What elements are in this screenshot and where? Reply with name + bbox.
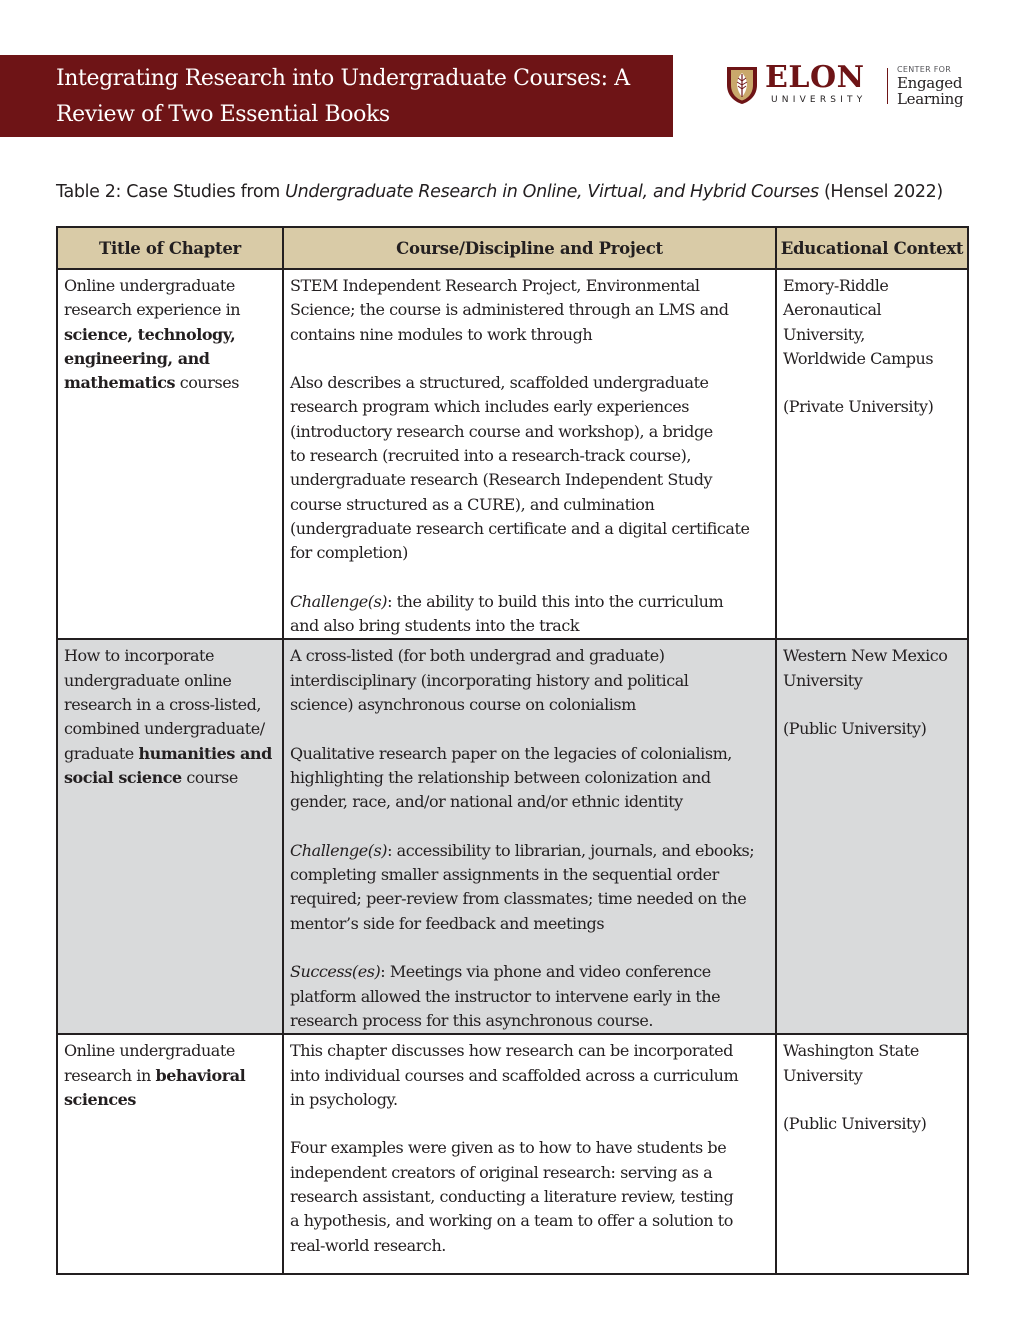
course-line bbox=[290, 1039, 771, 1063]
course-line bbox=[290, 644, 771, 668]
course-line bbox=[290, 912, 771, 936]
text-run: to research (recruited into a research-track course), bbox=[290, 446, 692, 466]
text-run: independent creators of original research: serving as a bbox=[290, 1162, 713, 1182]
text-run: Online undergraduate bbox=[64, 1041, 235, 1061]
text-run: : Meetings via phone and video conference bbox=[380, 962, 711, 982]
chapter-title-line bbox=[64, 298, 278, 322]
bold-text: engineering, and bbox=[64, 348, 210, 368]
chapter-title-line bbox=[64, 1039, 278, 1063]
context-line: (Private University) bbox=[783, 397, 934, 417]
text-run: Science; the course is administered through an LMS and bbox=[290, 300, 729, 320]
bold-text: humanities and bbox=[138, 743, 272, 763]
column-header-title-of-chapter: Title of Chapter bbox=[57, 227, 283, 269]
course-line bbox=[290, 790, 771, 814]
text-run: How to incorporate bbox=[64, 646, 215, 666]
course-line bbox=[290, 1209, 771, 1233]
chapter-title-line bbox=[64, 371, 278, 395]
column-header-educational-context: Educational Context bbox=[776, 227, 968, 269]
italic-label: Challenge(s) bbox=[290, 840, 388, 860]
text-run: mentor’s side for feedback and meetings bbox=[290, 913, 605, 933]
course-paragraph bbox=[290, 1136, 771, 1257]
text-run: completing smaller assignments in the sequential order bbox=[290, 865, 719, 885]
course-line bbox=[290, 742, 771, 766]
caption-prefix: Table 2: Case Studies from bbox=[56, 182, 286, 202]
bold-text: social science bbox=[64, 767, 182, 787]
chapter-title-line bbox=[64, 1088, 278, 1112]
course-line bbox=[290, 669, 771, 693]
text-run: research assistant, conducting a literature review, testing bbox=[290, 1186, 734, 1206]
course-line bbox=[290, 371, 771, 395]
text-run: course bbox=[181, 767, 238, 787]
context-paragraph bbox=[783, 1112, 963, 1136]
table-header-row bbox=[57, 227, 968, 269]
context-line: Washington State bbox=[783, 1041, 919, 1061]
text-run: course structured as a CURE), and culmination bbox=[290, 494, 655, 514]
course-line bbox=[290, 1136, 771, 1160]
chapter-title-line bbox=[64, 323, 278, 347]
text-run: undergraduate online bbox=[64, 670, 232, 690]
course-paragraph bbox=[290, 839, 771, 936]
context-line: Aeronautical bbox=[783, 300, 882, 320]
context-paragraph bbox=[783, 644, 963, 693]
logo-center-for: CENTER FOR bbox=[897, 65, 952, 74]
course-line bbox=[290, 863, 771, 887]
chapter-title-cell bbox=[57, 269, 283, 639]
text-run: into individual courses and scaffolded across a curriculum bbox=[290, 1065, 739, 1085]
chapter-title-line bbox=[64, 1064, 278, 1088]
logo-divider bbox=[887, 68, 888, 104]
bold-text: behavioral bbox=[155, 1065, 246, 1085]
logo-subtitle: UNIVERSITY bbox=[771, 95, 867, 105]
column-header-course-discipline-project: Course/Discipline and Project bbox=[283, 227, 776, 269]
bold-text: mathematics bbox=[64, 373, 176, 393]
course-line bbox=[290, 1234, 771, 1258]
course-line bbox=[290, 444, 771, 468]
text-run: combined undergraduate/ bbox=[64, 719, 265, 739]
context-paragraph bbox=[783, 717, 963, 741]
text-run: in psychology. bbox=[290, 1089, 398, 1109]
context-line: Western New Mexico bbox=[783, 646, 948, 666]
text-run: Four examples were given as to how to have students be bbox=[290, 1138, 727, 1158]
chapter-title-line bbox=[64, 669, 278, 693]
chapter-title-line bbox=[64, 717, 278, 741]
text-run: gender, race, and/or national and/or ethnic identity bbox=[290, 792, 683, 812]
educational-context-cell bbox=[776, 639, 968, 1034]
course-line bbox=[290, 420, 771, 444]
caption-book-title: Undergraduate Research in Online, Virtual, and Hybrid Courses bbox=[285, 182, 819, 202]
course-line bbox=[290, 887, 771, 911]
course-line bbox=[290, 1009, 771, 1033]
italic-label: Success(es) bbox=[290, 962, 381, 982]
chapter-title-line bbox=[64, 274, 278, 298]
text-run: for completion) bbox=[290, 543, 408, 563]
course-line bbox=[290, 1185, 771, 1209]
context-line: University bbox=[783, 670, 863, 690]
course-line bbox=[290, 395, 771, 419]
context-paragraph bbox=[783, 1039, 963, 1088]
course-paragraph bbox=[290, 274, 771, 347]
course-paragraph bbox=[290, 960, 771, 1033]
text-run: (introductory research course and workshop), a bridge bbox=[290, 421, 713, 441]
text-run: interdisciplinary (incorporating history and political bbox=[290, 670, 689, 690]
case-studies-table bbox=[56, 226, 969, 1275]
table-row bbox=[57, 1034, 968, 1274]
text-run: a hypothesis, and working on a team to offer a solution to bbox=[290, 1211, 733, 1231]
logo-learning: Learning bbox=[897, 90, 964, 108]
course-project-cell bbox=[283, 269, 776, 639]
chapter-title-line bbox=[64, 742, 278, 766]
document-title-line-2: Review of Two Essential Books bbox=[56, 102, 390, 127]
course-line bbox=[290, 985, 771, 1009]
chapter-title-cell bbox=[57, 639, 283, 1034]
bold-text: sciences bbox=[64, 1089, 136, 1109]
course-project-cell bbox=[283, 1034, 776, 1274]
course-line bbox=[290, 693, 771, 717]
course-paragraph bbox=[290, 371, 771, 565]
chapter-title-line bbox=[64, 693, 278, 717]
text-run: STEM Independent Research Project, Environmental bbox=[290, 276, 700, 295]
course-paragraph bbox=[290, 742, 771, 815]
table-caption bbox=[56, 182, 971, 202]
text-run: courses bbox=[175, 373, 240, 393]
document-header-banner bbox=[0, 55, 673, 137]
text-run: : accessibility to librarian, journals, and ebooks; bbox=[387, 840, 755, 860]
course-paragraph bbox=[290, 590, 771, 639]
text-run: (undergraduate research certificate and a digital certificate bbox=[290, 518, 750, 538]
table-row bbox=[57, 639, 968, 1034]
caption-suffix: (Hensel 2022) bbox=[818, 182, 943, 202]
course-line bbox=[290, 1064, 771, 1088]
context-line: (Public University) bbox=[783, 1114, 927, 1134]
context-line: Worldwide Campus bbox=[783, 348, 934, 368]
course-line bbox=[290, 839, 771, 863]
text-run: and also bring students into the track bbox=[290, 616, 580, 636]
course-line bbox=[290, 468, 771, 492]
chapter-title-line bbox=[64, 347, 278, 371]
course-line bbox=[290, 590, 771, 614]
text-run: real-world research. bbox=[290, 1235, 446, 1255]
logo-engaged: Engaged bbox=[897, 74, 963, 92]
elon-cfel-logo bbox=[725, 62, 975, 110]
context-paragraph bbox=[783, 274, 963, 371]
text-run: Qualitative research paper on the legacies of colonialism, bbox=[290, 743, 732, 763]
educational-context-cell bbox=[776, 269, 968, 639]
chapter-title-cell bbox=[57, 1034, 283, 1274]
context-line: Emory-Riddle bbox=[783, 276, 889, 295]
text-run: research program which includes early experiences bbox=[290, 397, 690, 417]
text-run: science) asynchronous course on colonialism bbox=[290, 695, 636, 715]
text-run: : the ability to build this into the curriculum bbox=[387, 591, 724, 611]
italic-label: Challenge(s) bbox=[290, 591, 388, 611]
course-paragraph bbox=[290, 1039, 771, 1112]
course-line bbox=[290, 517, 771, 541]
course-line bbox=[290, 541, 771, 565]
logo-wordmark: ELON bbox=[765, 60, 865, 95]
table-body bbox=[57, 269, 968, 1274]
text-run: research in a cross-listed, bbox=[64, 695, 262, 715]
document-title-line-1: Integrating Research into Undergraduate Courses: A bbox=[56, 66, 630, 91]
course-project-cell bbox=[283, 639, 776, 1034]
context-line: (Public University) bbox=[783, 719, 927, 739]
course-line bbox=[290, 1161, 771, 1185]
text-run: required; peer-review from classmates; time needed on the bbox=[290, 889, 747, 909]
course-line bbox=[290, 614, 771, 638]
text-run: research experience in bbox=[64, 300, 241, 320]
chapter-title-line bbox=[64, 644, 278, 668]
text-run: research process for this asynchronous course. bbox=[290, 1010, 654, 1030]
text-run: research in bbox=[64, 1065, 156, 1085]
course-line bbox=[290, 323, 771, 347]
chapter-title-line bbox=[64, 766, 278, 790]
text-run: graduate bbox=[64, 743, 139, 763]
bold-text: science, technology, bbox=[64, 324, 236, 344]
text-run: undergraduate research (Research Independent Study bbox=[290, 470, 713, 490]
course-line bbox=[290, 960, 771, 984]
text-run: A cross-listed (for both undergrad and graduate) bbox=[290, 646, 665, 666]
context-line: University, bbox=[783, 324, 865, 344]
course-paragraph bbox=[290, 644, 771, 717]
text-run: contains nine modules to work through bbox=[290, 324, 593, 344]
elon-leaf-shield-icon bbox=[725, 65, 759, 105]
text-run: Online undergraduate bbox=[64, 276, 235, 295]
course-line bbox=[290, 274, 771, 298]
context-paragraph bbox=[783, 395, 963, 419]
context-line: University bbox=[783, 1065, 863, 1085]
course-line bbox=[290, 1088, 771, 1112]
text-run: highlighting the relationship between colonization and bbox=[290, 767, 711, 787]
course-line bbox=[290, 493, 771, 517]
text-run: This chapter discusses how research can be incorporated bbox=[290, 1041, 733, 1061]
educational-context-cell bbox=[776, 1034, 968, 1274]
course-line bbox=[290, 298, 771, 322]
table-row bbox=[57, 269, 968, 639]
text-run: Also describes a structured, scaffolded undergraduate bbox=[290, 373, 709, 393]
course-line bbox=[290, 766, 771, 790]
text-run: platform allowed the instructor to intervene early in the bbox=[290, 986, 721, 1006]
